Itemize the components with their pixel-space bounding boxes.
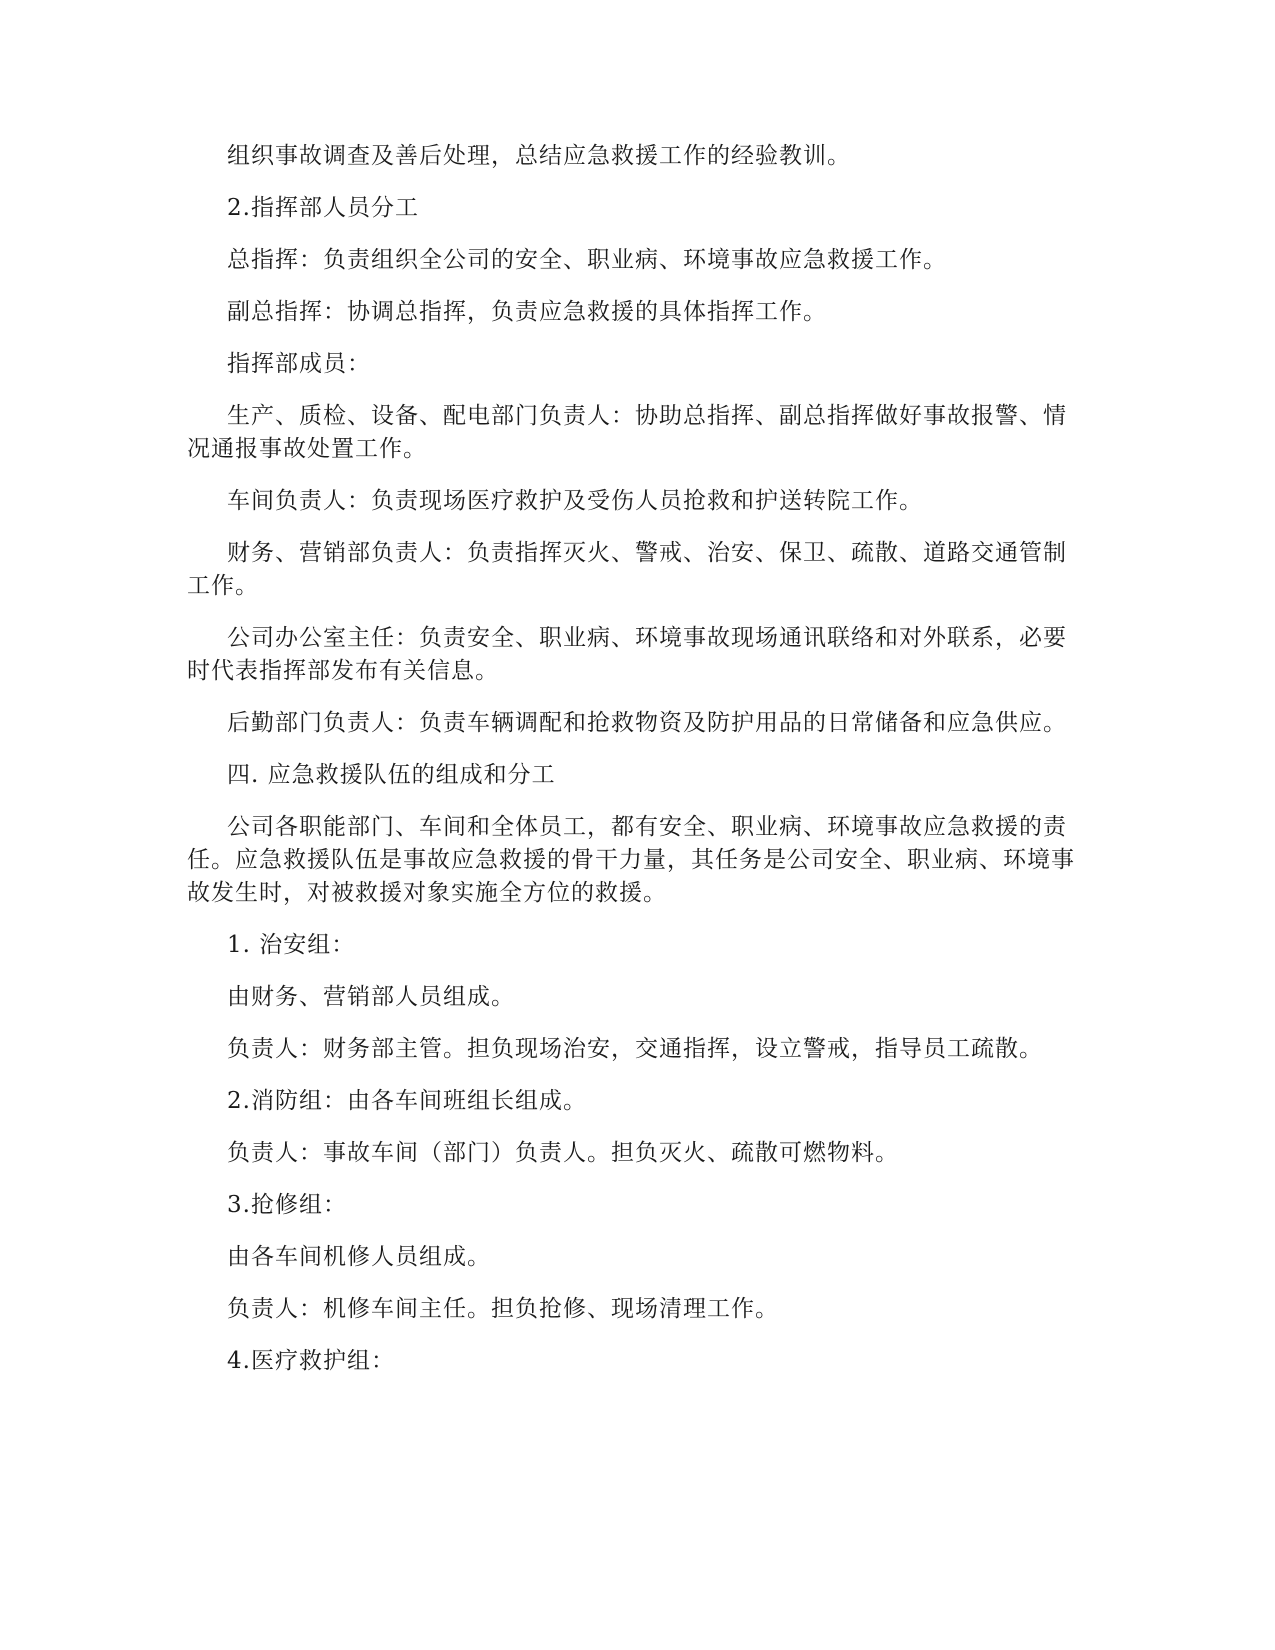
paragraph: 负责人：事故车间（部门）负责人。担负灭火、疏散可燃物料。 [227, 1140, 899, 1166]
section-heading: 4.医疗救护组： [227, 1348, 395, 1374]
paragraph: 由财务、营销部人员组成。 [227, 984, 515, 1010]
section-heading: 3.抢修组： [227, 1192, 347, 1218]
section-heading: 四. 应急救援队伍的组成和分工 [227, 762, 556, 788]
paragraph: 总指挥：负责组织全公司的安全、职业病、环境事故应急救援工作。 [227, 247, 947, 273]
paragraph: 公司各职能部门、车间和全体员工，都有安全、职业病、环境事故应急救援的责任。应急救援队伍是事故应急救援的骨干力量，其任务是公司安全、职业病、环境事故发生时，对被救援对象实施全方位的救援。 [187, 814, 1075, 906]
paragraph: 公司办公室主任：负责安全、职业病、环境事故现场通讯联络和对外联系，必要时代表指挥部发布有关信息。 [187, 625, 1067, 684]
section-heading: 1. 治安组： [227, 932, 356, 958]
paragraph: 组织事故调查及善后处理，总结应急救援工作的经验教训。 [227, 143, 851, 169]
paragraph: 财务、营销部负责人：负责指挥灭火、警戒、治安、保卫、疏散、道路交通管制工作。 [187, 540, 1067, 599]
paragraph: 由各车间机修人员组成。 [227, 1244, 491, 1270]
paragraph: 指挥部成员： [227, 351, 371, 377]
paragraph: 后勤部门负责人：负责车辆调配和抢救物资及防护用品的日常储备和应急供应。 [227, 710, 1067, 736]
paragraph: 副总指挥：协调总指挥，负责应急救援的具体指挥工作。 [227, 299, 827, 325]
paragraph: 负责人：财务部主管。担负现场治安，交通指挥，设立警戒，指导员工疏散。 [227, 1036, 1043, 1062]
paragraph: 负责人：机修车间主任。担负抢修、现场清理工作。 [227, 1296, 779, 1322]
section-heading: 2.消防组：由各车间班组长组成。 [227, 1088, 587, 1114]
paragraph: 车间负责人：负责现场医疗救护及受伤人员抢救和护送转院工作。 [227, 488, 923, 514]
section-heading: 2.指挥部人员分工 [227, 195, 419, 221]
paragraph: 生产、质检、设备、配电部门负责人：协助总指挥、副总指挥做好事故报警、情况通报事故处置工作。 [187, 403, 1067, 462]
document-body [187, 140, 1087, 1397]
